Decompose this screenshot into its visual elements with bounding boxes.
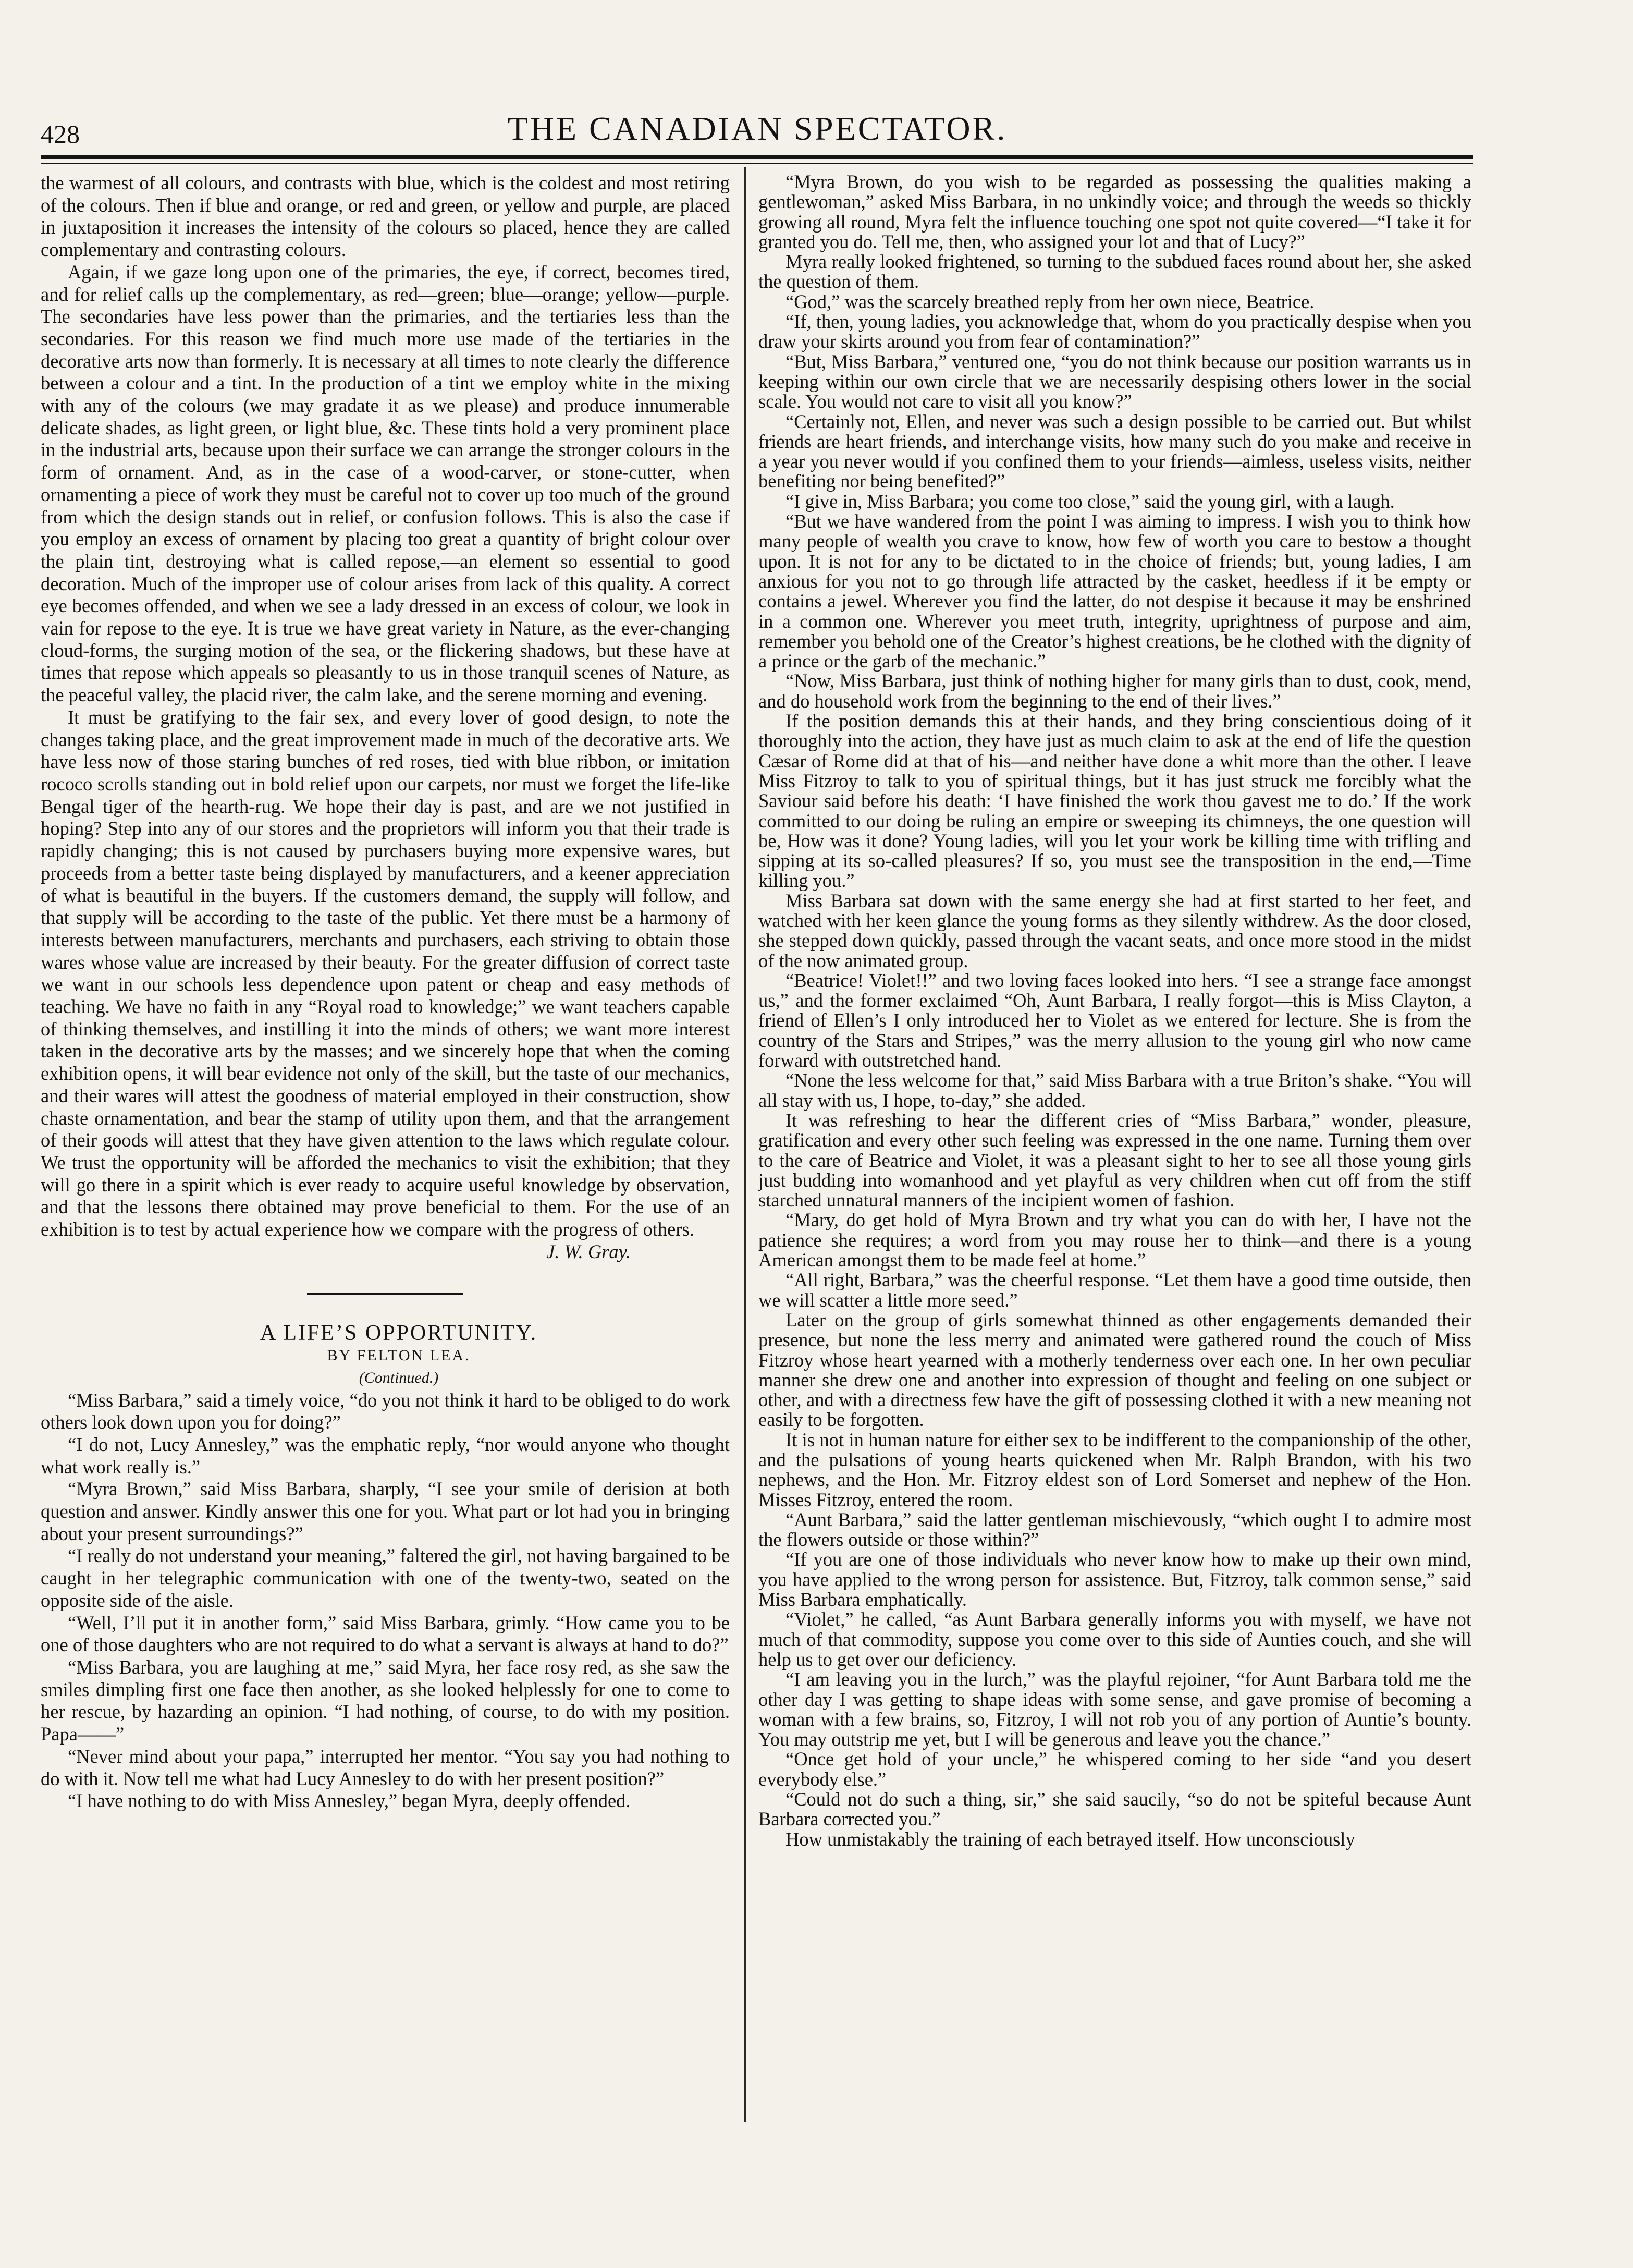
- paragraph: “Well, I’ll put it in another form,” said Miss Barbara, grimly. “How came you to be one of those daughters who are not required to do what a servant is always at hand to do?”: [41, 1612, 730, 1656]
- header-rule-thick: [41, 155, 1473, 159]
- article-title: A LIFE’S OPPORTUNITY.: [260, 1321, 538, 1346]
- masthead: [41, 104, 1474, 151]
- paragraph: Miss Barbara sat down with the same energy she had at first started to her feet, and watched with her keen glance the young forms as they silently withdrew. As the door closed, she stepped down quickly, passed through the vacant seats, and once more stood in the midst of the now animated group.: [758, 889, 1471, 971]
- paragraph: “Could not do such a thing, sir,” she said saucily, “so do not be spiteful because Aunt Barbara corrected you.”: [758, 1788, 1471, 1830]
- paragraph: “Myra Brown, do you wish to be regarded as possessing the qualities making a gentlewoman,” asked Miss Barbara, in no unkindly voice; and through the weeds so thickly growing all round, Myra felt the influence touching one spot not quite covered—“I take it for granted you do. Tell me, then, who assigned your lot and that of Lucy?”: [758, 171, 1471, 252]
- paragraph: It was refreshing to hear the different cries of “Miss Barbara,” wonder, pleasure, gratification and every other such feeling was expressed in the one name. Turning them over to the care of Beatrice and Violet, it was a pleasant sight to her to see all those young girls just budding into womanhood and yet playful as very children when cut off from the stiff starched unnatural manners of the incipient women of fashion.: [758, 1109, 1471, 1211]
- article-byline: BY FELTON LEA.: [327, 1347, 471, 1364]
- paragraph: “But we have wandered from the point I was aiming to impress. I wish you to think how many people of wealth you crave to know, how few of worth you care to bestow a thought upon. It is not for any to be dictated to in the choice of friends; but, young ladies, I am anxious for you not to go through life attracted by the casket, heedless if it be empty or contains a jewel. Wherever you find the latter, do not despise it because it may be enshrined in a common one. Wherever you meet truth, integrity, uprightness of purpose and aim, remember you behold one of the Creator’s highest creations, be he clothed with the dignity of a prince or the garb of the mechanic.”: [758, 510, 1471, 672]
- paragraph: “I really do not understand your meaning,” faltered the girl, not having bargained to be caught in her telegraphic communication with one of the twenty-two, seated on the opposite side of the aisle.: [41, 1545, 730, 1611]
- paragraph: “If, then, young ladies, you acknowledge that, whom do you practically despise when you draw your skirts around you from fear of contamination?”: [758, 311, 1471, 352]
- paragraph: “I give in, Miss Barbara; you come too close,” said the young girl, with a laugh.: [785, 490, 1395, 512]
- paragraph: How unmistakably the training of each betrayed itself. How unconsciously: [785, 1828, 1355, 1850]
- page-number: 428: [41, 119, 80, 149]
- author-signature: J. W. Gray.: [546, 1240, 631, 1262]
- paragraph: “But, Miss Barbara,” ventured one, “you do not think because our position warrants us in keeping within our own circle that we are necessarily despising others lower in the social scale. You would not care to visit all you know?”: [758, 350, 1471, 412]
- paragraph: “I do not, Lucy Annesley,” was the emphatic reply, “nor would anyone who thought what work really is.”: [41, 1433, 730, 1478]
- section-divider: [307, 1293, 463, 1295]
- paragraph: “Certainly not, Ellen, and never was such a design possible to be carried out. But whilst friends are heart friends, and interchange visits, how many such do you make and receive in a year you never would if you confined them to your friends—aimless, useless visits, neither benefiting nor being benefited?”: [758, 410, 1471, 492]
- paragraph: It must be gratifying to the fair sex, and every lover of good design, to note the changes taking place, and the great improvement made in much of the decorative arts. We have less now of those staring bunches of red roses, tied with blue ribbon, or imitation rococo scrolls standing out in bold relief upon our carpets, nor must we forget the life-like Bengal tiger of the hearth-rug. We hope their day is past, and are we not justified in hoping? Step into any of our stores and the proprietors will inform you that their trade is rapidly changing; this is not caused by purchasers buying more expensive wares, but proceeds from a better taste being displayed by manufacturers, and a keener appreciation of what is beautiful in the buyers. If the customers demand, the supply will follow, and that supply will be according to the taste of the public. Yet there must be a harmony of interests between manufacturers, merchants and purchasers, each striving to obtain those wares whose value are increased by their beauty. For the greater diffusion of correct taste we want in our schools less dependence upon patent or cheap and easy methods of teaching. We have no faith in any “Royal road to knowledge;” we want teachers capable of thinking themselves, and instilling it into the minds of others; we want more interest taken in the decorative arts by the masses; and we sincerely hope that when the coming exhibition opens, it will bear evidence not only of the skill, but the taste of our mechanics, and their wares will attest the goodness of material employed in their construction, show chaste ornamentation, and bear the stamp of utility upon them, and that the arrangement of their goods will attest that they have given attention to the laws which regulate colour. We trust the opportunity will be afforded the mechanics to visit the exhibition; that they will go there in a spirit which is ever ready to acquire useful knowledge by observation, and that the lessons there obtained may prove beneficial to them. For the use of an exhibition is to test by actual experience how we compare with the progress of others.: [41, 706, 730, 1240]
- paragraph: “God,” was the scarcely breathed reply from her own niece, Beatrice.: [785, 290, 1315, 312]
- continued-note: (Continued.): [359, 1369, 439, 1386]
- paragraph: If the position demands this at their hands, and they bring conscientious doing of it thoroughly into the action, they have just as much claim to ask at the end of life the question Cæsar of Rome did at that of his—and neither have done a whit more than the other. I leave Miss Fitzroy to talk to you of spiritual things, but it has just struck me forcibly what the Saviour said before his death: ‘I have finished the work thou gavest me to do.’ If the work committed to our doing be ruling an empire or sweeping its chimneys, the one question will be, How was it done? Young ladies, will you let your work be killing time with trifling and sipping at its so-called pleasures? If so, you must see the transposition in the end,—Time killing you.”: [758, 710, 1471, 892]
- paragraph: “If you are one of those individuals who never know how to make up their own mind, you have applied to the wrong person for assistence. But, Fitzroy, talk common sense,” said Miss Barbara emphatically.: [758, 1548, 1471, 1611]
- paragraph: “Aunt Barbara,” said the latter gentleman mischievously, “which ought I to admire most the flowers outside or those within?”: [758, 1508, 1471, 1551]
- header-rule-thin: [41, 163, 1473, 164]
- paragraph: “Miss Barbara, you are laughing at me,” said Myra, her face rosy red, as she saw the smiles dimpling first one face then another, as she looked helplessly for one to come to her rescue, by hazarding an opinion. “I had nothing, of course, to do with my position. Papa——”: [41, 1656, 730, 1745]
- paragraph: “Beatrice! Violet!!” and two loving faces looked into hers. “I see a strange face amongst us,” and the former exclaimed “Oh, Aunt Barbara, I really forgot—this is Miss Clayton, a friend of Ellen’s I only introduced her to Violet as we entered for lecture. She is from the country of the Stars and Stripes,” was the merry allusion to the young girl who now came forward with outstretched hand.: [758, 969, 1471, 1071]
- paragraph: Myra really looked frightened, so turning to the subdued faces round about her, she asked the question of them.: [758, 251, 1471, 292]
- left-column: [41, 172, 730, 1812]
- paragraph: It is not in human nature for either sex to be indifferent to the companionship of the other, and the pulsations of young hearts quickened when Mr. Ralph Brandon, with his two nephews, and the Hon. Mr. Fitzroy eldest son of Lord Somerset and nephew of the Hon. Misses Fitzroy, entered the room.: [758, 1429, 1471, 1510]
- paragraph: “Myra Brown,” said Miss Barbara, sharply, “I see your smile of derision at both question and answer. Kindly answer this one for you. What part or lot had you in bringing about your present surroundings?”: [41, 1478, 730, 1544]
- paragraph: “Once get hold of your uncle,” he whispered coming to her side “and you desert everybody else.”: [758, 1748, 1471, 1790]
- paragraph: “I am leaving you in the lurch,” was the playful rejoiner, “for Aunt Barbara told me the other day I was getting to shape ideas with some sense, and gave promise of becoming a woman with a few brains, so, Fitzroy, I will not rob you of any portion of Auntie’s bounty. You may outstrip me yet, but I will be generous and leave you the chance.”: [758, 1668, 1471, 1750]
- right-column: [758, 172, 1471, 1849]
- paragraph: the warmest of all colours, and contrasts with blue, which is the coldest and most retiring of the colours. Then if blue and orange, or red and green, or yellow and purple, are placed in juxtaposition it increases the intensity of the colours so placed, hence they are called complementary and contrasting colours.: [41, 172, 730, 261]
- paragraph: “Miss Barbara,” said a timely voice, “do you not think it hard to be obliged to do work others look down upon you for doing?”: [41, 1389, 730, 1433]
- paragraph: Later on the group of girls somewhat thinned as other engagements demanded their presence, but none the less merry and animated were gathered round the couch of Miss Fitzroy whose heart yearned with a motherly tenderness over each one. In her own peculiar manner she drew one and another into expression of thought and feeling on one subject or other, and with a directness few have the gift of possessing clothed it with a new meaning not easily to be forgotten.: [758, 1309, 1471, 1431]
- paragraph: “Never mind about your papa,” interrupted her mentor. “You say you had nothing to do with it. Now tell me what had Lucy Annesley to do with her present position?”: [41, 1745, 730, 1789]
- paragraph: “None the less welcome for that,” said Miss Barbara with a true Briton’s shake. “You will all stay with us, I hope, to-day,” she added.: [758, 1069, 1471, 1111]
- column-divider: [744, 167, 746, 2122]
- paragraph: “I have nothing to do with Miss Annesley,” began Myra, deeply offended.: [68, 1790, 631, 1812]
- paragraph: Again, if we gaze long upon one of the primaries, the eye, if correct, becomes tired, and for relief calls up the complementary, as red—green; blue—orange; yellow—purple. The secondaries have less power than the primaries, and the tertiaries less than the secondaries. For this reason we find much more use made of the tertiaries in the decorative arts now than formerly. It is necessary at all times to note clearly the difference between a colour and a tint. In the production of a tint we employ white in the mixing with any of the colours (we may gradate it as we please) and produce innumerable delicate shades, as light green, or light blue, &c. These tints hold a very prominent place in the industrial arts, because upon their surface we can arrange the stronger colours in the form of ornament. And, as in the case of a wood-carver, or stone-cutter, when ornamenting a piece of work they must be careful not to cover up too much of the ground from which the design stands out in relief, or confusion follows. This is also the case if you employ an excess of ornament by placing too great a quantity of bright colour over the plain tint, destroying what is called repose,—an element so essential to good decoration. Much of the improper use of colour arises from lack of this quality. A correct eye becomes offended, and when we see a lady dressed in an excess of colour, we look in vain for repose to the eye. It is true we have great variety in Nature, as the ever-changing cloud-forms, the surging motion of the sea, or the flickering shadows, but these have at times that repose which appeals so pleasantly to us in those tranquil scenes of Nature, as the peaceful valley, the placid river, the calm lake, and the serene morning and evening.: [41, 261, 730, 706]
- journal-title: THE CANADIAN SPECTATOR.: [507, 110, 1008, 147]
- paragraph: “All right, Barbara,” was the cheerful response. “Let them have a good time outside, then we will scatter a little more seed.”: [758, 1269, 1471, 1311]
- paragraph: “Violet,” he called, “as Aunt Barbara generally informs you with myself, we have not much of that commodity, suppose you come over to this side of Aunties couch, and she will help us to get over our deficiency.: [758, 1608, 1471, 1670]
- paragraph: “Now, Miss Barbara, just think of nothing higher for many girls than to dust, cook, mend, and do household work from the beginning to the end of their lives.”: [758, 670, 1471, 712]
- paragraph: “Mary, do get hold of Myra Brown and try what you can do with her, I have not the patience she requires; a word from you may rouse her to think—and there is a young American amongst them to be made feel at home.”: [758, 1209, 1471, 1271]
